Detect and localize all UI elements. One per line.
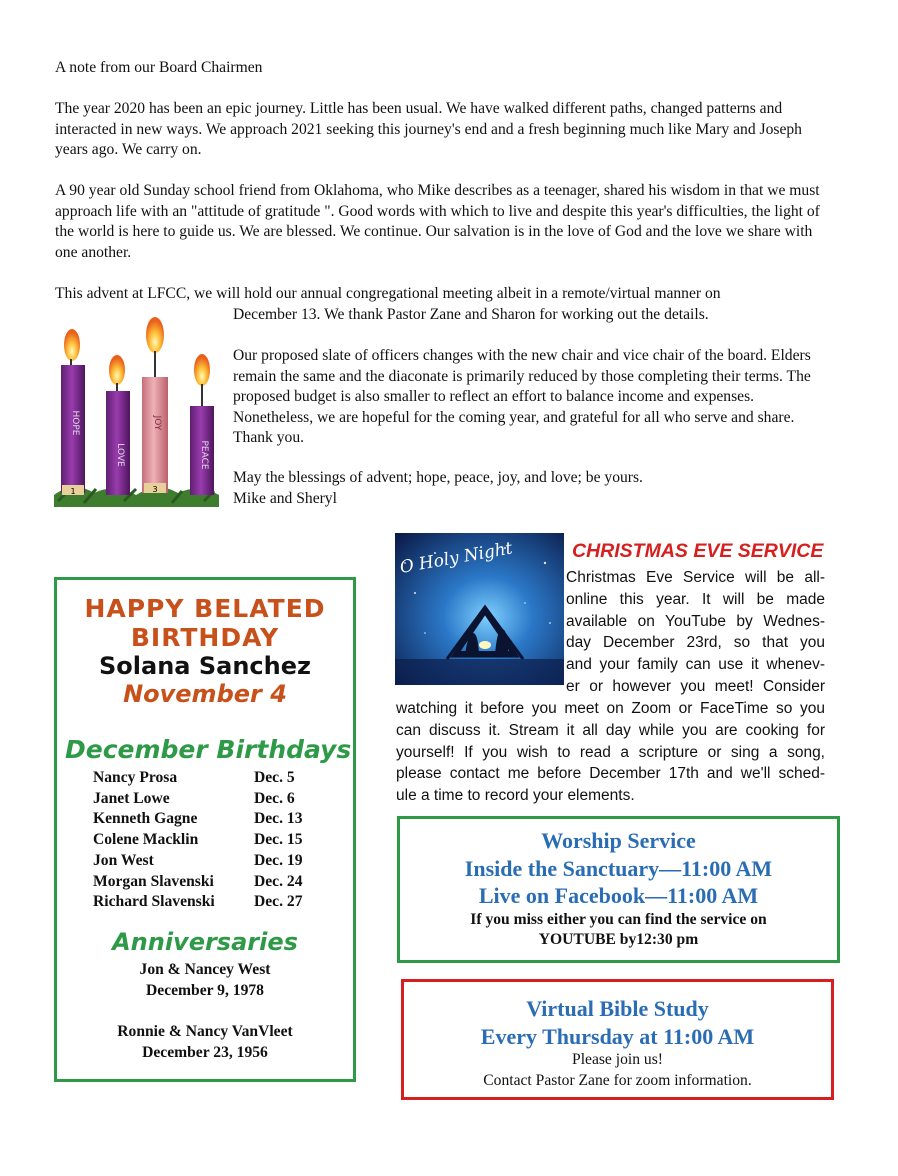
letter-blessing: May the blessings of advent; hope, peace, joy, and love; be yours. bbox=[233, 469, 643, 486]
bible-study-title: Virtual Bible Study bbox=[526, 996, 709, 1021]
svg-text:LOVE: LOVE bbox=[115, 443, 125, 467]
letter-paragraph-3-line-1: This advent at LFCC, we will hold our annual congregational meeting albeit in a remote/virtual manner on bbox=[55, 285, 721, 302]
christmas-eve-line: please contact me before December 17th and we'll sched- bbox=[396, 765, 825, 783]
birthday-date: Dec. 19 bbox=[254, 851, 303, 869]
christmas-eve-text-narrow bbox=[566, 567, 825, 698]
letter-title: A note from our Board Chairmen bbox=[55, 59, 263, 76]
anniversary-couple: Jon & Nancey West bbox=[139, 961, 271, 978]
christmas-eve-line: Christmas Eve Service will be all- bbox=[566, 569, 825, 586]
birthday-row bbox=[93, 830, 303, 851]
birthday-row bbox=[93, 768, 303, 789]
birthday-row bbox=[93, 851, 303, 872]
svg-text:HOPE: HOPE bbox=[70, 410, 80, 436]
belated-birthday-name: Solana Sanchez bbox=[99, 652, 311, 680]
birthday-row bbox=[93, 872, 303, 893]
birthday-date: Dec. 13 bbox=[254, 810, 303, 828]
svg-text:1: 1 bbox=[70, 487, 76, 496]
birthday-date: Dec. 27 bbox=[254, 893, 303, 911]
love-candle bbox=[106, 355, 130, 495]
christmas-eve-line: yourself! If you wish to read a scripture or sing a song, bbox=[396, 743, 825, 761]
december-birthdays-heading: December Birthdays bbox=[65, 735, 352, 764]
bible-study-note-line-2: Contact Pastor Zane for zoom information. bbox=[483, 1071, 752, 1089]
birthday-box bbox=[54, 577, 356, 1082]
anniversary-date: December 23, 1956 bbox=[142, 1043, 268, 1061]
birthday-row bbox=[93, 789, 303, 810]
birthday-date: Dec. 24 bbox=[254, 872, 303, 890]
christmas-eve-line: day December 23rd, so that you bbox=[566, 634, 825, 652]
holy-night-image bbox=[395, 533, 564, 685]
bible-study-box bbox=[401, 979, 834, 1100]
birthday-name: Kenneth Gagne bbox=[93, 810, 198, 828]
worship-sanctuary-time: Inside the Sanctuary—11:00 AM bbox=[464, 855, 773, 881]
belated-birthday-heading-line-1: HAPPY BELATED bbox=[84, 594, 326, 623]
anniversary-date: December 9, 1978 bbox=[146, 981, 264, 999]
birthday-name: Morgan Slavenski bbox=[93, 872, 214, 890]
worship-title: Worship Service bbox=[541, 828, 696, 853]
worship-service-box bbox=[397, 816, 840, 963]
christmas-eve-line: online this year. It will be made bbox=[566, 590, 825, 608]
advent-candles-image bbox=[54, 315, 219, 507]
letter-paragraph-3-line-2: December 13. We thank Pastor Zane and Sharon for working out the details. bbox=[233, 306, 709, 323]
birthday-date: Dec. 5 bbox=[254, 769, 295, 786]
birthday-name: Nancy Prosa bbox=[93, 769, 178, 786]
letter-paragraph-1: The year 2020 has been an epic journey. Little has been usual. We have walked different paths, changed patterns and interacted in new ways. We approach 2021 seeking this journey's end and a fresh beginning much like Mary and Joseph years ago. We carry on. bbox=[55, 100, 802, 159]
birthday-name: Janet Lowe bbox=[93, 789, 170, 807]
christmas-eve-line: can discuss it. Stream it all day while you are cooking for bbox=[396, 721, 825, 739]
worship-note-line-2: YOUTUBE by12:30 pm bbox=[538, 931, 699, 948]
letter-signature: Mike and Sheryl bbox=[233, 490, 337, 507]
worship-facebook-time: Live on Facebook—11:00 AM bbox=[478, 883, 759, 908]
anniversary-entry bbox=[57, 960, 353, 1001]
svg-text:JOY: JOY bbox=[152, 415, 162, 431]
holy-night-caption: O Holy Night bbox=[398, 538, 514, 578]
anniversary-entry bbox=[57, 1022, 353, 1063]
joy-candle bbox=[142, 317, 168, 494]
svg-text:PEACE: PEACE bbox=[199, 440, 209, 470]
worship-note-line-1: If you miss either you can find the service on bbox=[470, 910, 767, 928]
bible-study-time: Every Thursday at 11:00 AM bbox=[480, 1023, 755, 1049]
birthday-date: Dec. 15 bbox=[254, 831, 303, 849]
letter-paragraph-4: Our proposed slate of officers changes with the new chair and vice chair of the board. Elders remain the same and the diaconate is primarily reduced by those completing their terms. The proposed budget is also smaller to reflect an effort to balance income and expenses. Nonetheless, we are hopeful for the coming year, and grateful for all who serve and share. Thank you. bbox=[233, 347, 811, 447]
belated-birthday-date: November 4 bbox=[123, 680, 287, 708]
bible-study-note-line-1: Please join us! bbox=[572, 1051, 663, 1068]
december-birthdays-list bbox=[93, 768, 303, 913]
birthday-name: Jon West bbox=[93, 851, 154, 869]
anniversaries-heading: Anniversaries bbox=[112, 928, 298, 956]
birthday-date: Dec. 6 bbox=[254, 789, 295, 807]
christmas-eve-line: er or however you meet! Consider bbox=[566, 677, 825, 695]
svg-text:3: 3 bbox=[152, 485, 158, 494]
anniversary-couple: Ronnie & Nancy VanVleet bbox=[117, 1023, 293, 1040]
christmas-eve-line: available on YouTube by Wednes- bbox=[566, 612, 825, 630]
birthday-row bbox=[93, 892, 303, 913]
christmas-eve-line: watching it before you meet on Zoom or FaceTime so you bbox=[396, 700, 825, 717]
peace-candle bbox=[190, 354, 214, 495]
birthday-name: Richard Slavenski bbox=[93, 893, 215, 911]
letter-paragraph-2: A 90 year old Sunday school friend from Oklahoma, who Mike describes as a teenager, shared his wisdom in that we must approach life with an "attitude of gratitude ". Good words with which to live and despite this year's difficulties, the light of the world is here to guide us. We are blessed. We continue. Our salvation is in the love of God and the love we share with one another. bbox=[55, 182, 820, 261]
christmas-eve-line: and your family can use it whenev- bbox=[566, 656, 825, 674]
christmas-eve-text-wide bbox=[396, 698, 825, 807]
christmas-eve-line: ule a time to record your elements. bbox=[396, 787, 635, 805]
birthday-row bbox=[93, 809, 303, 830]
christmas-eve-title: CHRISTMAS EVE SERVICE bbox=[572, 540, 824, 562]
birthday-name: Colene Macklin bbox=[93, 831, 199, 849]
hope-candle bbox=[61, 329, 85, 496]
belated-birthday-heading-line-2: BIRTHDAY bbox=[130, 623, 280, 652]
